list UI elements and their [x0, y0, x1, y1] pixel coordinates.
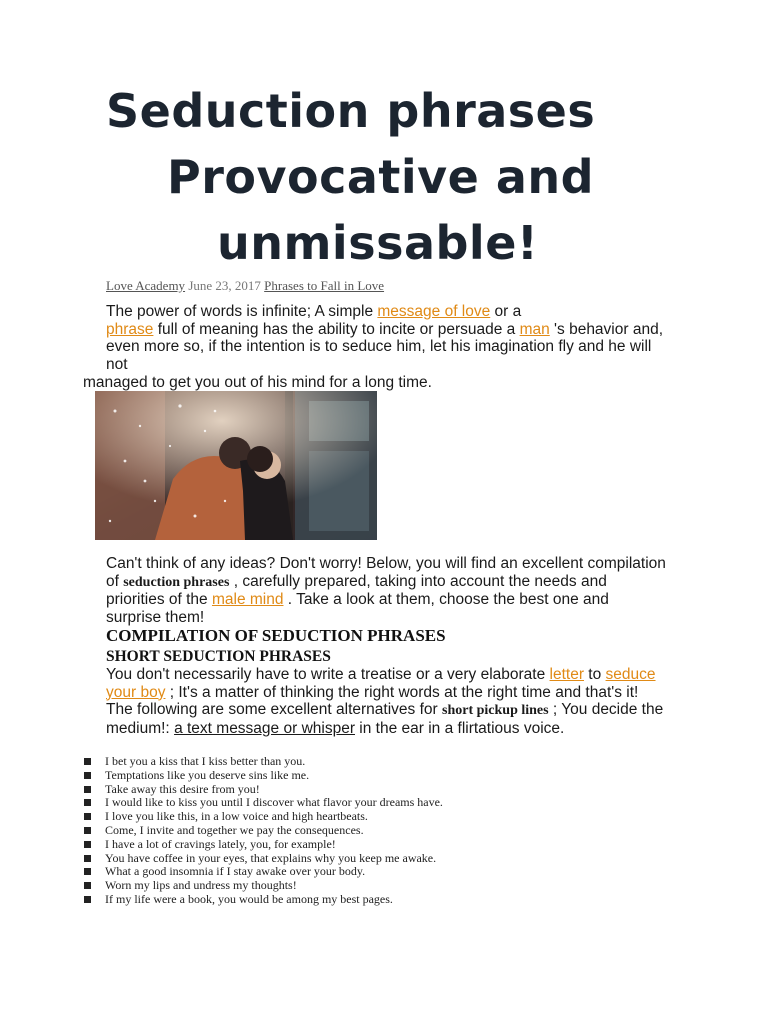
compilation-heading: COMPILATION OF SEDUCTION PHRASES [106, 626, 446, 645]
phrase-text: What a good insomnia if I stay awake over your body. [105, 864, 366, 879]
seduce-your-boy-link[interactable]: seduce your boy [106, 666, 656, 701]
intro-paragraph-continued: managed to get you out of his mind for a long time. [83, 374, 432, 391]
male-mind-link[interactable]: male mind [211, 591, 284, 609]
title-line-3: unmissable! [217, 216, 539, 270]
square-bullet-icon [84, 868, 91, 875]
couple-kissing-photo [95, 391, 377, 540]
square-bullet-icon [84, 786, 91, 793]
short-pickup-lines-bold: short pickup lines [442, 703, 549, 719]
square-bullet-icon [84, 855, 91, 862]
para2-text-2: , carefully prepared, taking into account the needs and priorities of the [106, 572, 607, 609]
phrase-text: I would like to kiss you until I discover what flavor your dreams have. [105, 795, 443, 810]
list-item [84, 838, 443, 852]
letter-link[interactable]: letter [549, 666, 584, 683]
phrase-text: I love you like this, in a low voice and high heartbeats. [105, 809, 368, 824]
second-paragraph [106, 555, 666, 626]
phrases-list [84, 755, 443, 907]
article-meta [106, 278, 384, 294]
phrase-text: Worn my lips and undress my thoughts! [105, 878, 297, 893]
phrase-text: You have coffee in your eyes, that explains why you keep me awake. [105, 850, 437, 865]
intro-text-2: or a [490, 303, 522, 320]
square-bullet-icon [84, 813, 91, 820]
article-title [0, 78, 768, 276]
square-bullet-icon [84, 882, 91, 889]
phrase-text: I have a lot of cravings lately, you, for example! [105, 836, 336, 851]
phrase-text: Come, I invite and together we pay the consequences. [105, 822, 364, 837]
list-item [84, 783, 443, 797]
para2-text-3: . Take a look at them, choose the best one and surprise them! [106, 591, 609, 626]
square-bullet-icon [84, 827, 91, 834]
list-item [84, 755, 443, 769]
para3-text-1: You don't necessarily have to write a treatise or a very elaborate [106, 666, 550, 683]
message-of-love-link[interactable]: message of love [377, 303, 491, 320]
para3-text-4: ; You decide the medium!: [106, 701, 664, 737]
square-bullet-icon [84, 841, 91, 848]
intro-text-4: 's behavior and, even more so, if the intention is to seduce him, let his imagination fly and he will not [106, 320, 664, 373]
phrase-text: Temptations like you deserve sins like me. [105, 767, 310, 782]
list-item [84, 769, 443, 783]
short-phrases-heading: SHORT SEDUCTION PHRASES [106, 648, 331, 665]
list-item [84, 865, 443, 879]
phrase-text: If my life were a book, you would be among my best pages. [105, 891, 393, 906]
list-item [84, 824, 443, 838]
phrase-text: Take away this desire from you! [105, 781, 260, 796]
phrase-text: I bet you a kiss that I kiss better than you. [105, 754, 306, 768]
man-link[interactable]: man [519, 320, 550, 338]
list-item [84, 852, 443, 866]
list-item [84, 796, 443, 810]
phrase-link[interactable]: phrase [106, 320, 154, 338]
title-line-1: Seduction phrases [106, 84, 596, 138]
intro-text-1: The power of words is infinite; A simple [106, 303, 378, 320]
para2-text-1: Can't think of any ideas? Don't worry! Below, you will find an excellent compilation of [106, 555, 666, 590]
list-item [84, 893, 443, 907]
third-paragraph [106, 666, 666, 737]
para3-text-5: in the ear in a flirtatious voice. [354, 719, 565, 737]
square-bullet-icon [84, 758, 91, 765]
para3-text-3: ; It's a matter of thinking the right words at the right time and that's it! The following are some excellent alternatives for [106, 683, 639, 719]
text-message-or-whisper-link[interactable]: a text message or whisper [174, 719, 355, 737]
seduction-phrases-bold: seduction phrases [123, 574, 230, 590]
intro-text-3: full of meaning has the ability to incite or persuade a [153, 320, 520, 338]
list-item [84, 879, 443, 893]
list-item [84, 810, 443, 824]
title-line-2: Provocative and [167, 150, 595, 204]
category-link[interactable]: Phrases to Fall in Love [264, 278, 385, 293]
publish-date: June 23, 2017 [188, 278, 261, 293]
square-bullet-icon [84, 896, 91, 903]
author-link[interactable]: Love Academy [106, 278, 186, 293]
square-bullet-icon [84, 772, 91, 779]
para3-text-2: to [584, 666, 606, 683]
square-bullet-icon [84, 799, 91, 806]
intro-paragraph [106, 303, 666, 373]
